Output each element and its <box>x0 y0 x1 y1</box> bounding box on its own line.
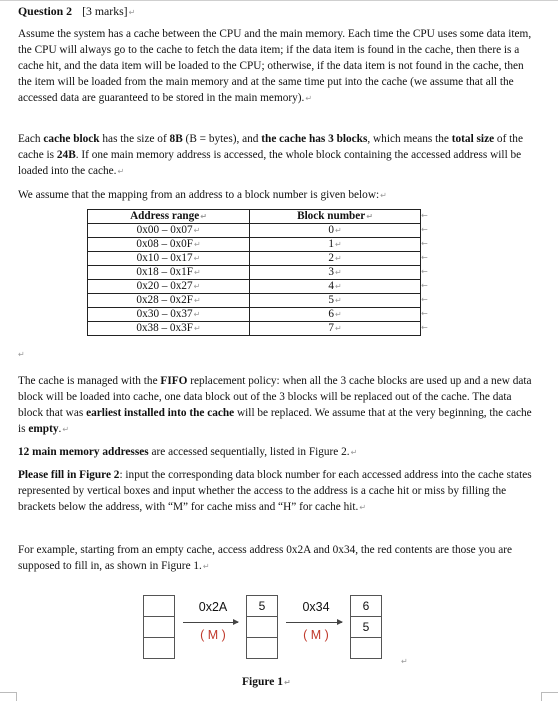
text-run: . If one main memory address is accessed, the whole block containing the accessed address will be loaded into the cache. <box>18 149 522 177</box>
paragraph-mark-icon: ↵ <box>401 657 408 666</box>
cache-slot: 5 <box>351 617 381 638</box>
empty-paragraph-mark-icon: ↵ <box>18 350 25 359</box>
bold-run: 8B <box>169 133 183 145</box>
text-run: . <box>58 423 62 435</box>
row-end-mark-icon: ← <box>421 253 428 262</box>
paragraph-mark-icon: ↵ <box>359 503 367 512</box>
row-end-mark-icon: ← <box>421 239 428 248</box>
row-end-mark-icon: ← <box>421 225 428 234</box>
address-range-cell: 0x10 – 0x17↵ <box>88 252 250 266</box>
paragraph-mark-icon: ↵ <box>350 448 358 457</box>
paragraph-mark-icon: ↵ <box>380 191 387 200</box>
paragraph-text: Assume the system has a cache between the CPU and the main memory. Each time the CPU uses some data item, the CPU will always go to the cache to fetch the data item; if the data item is found in the cache, then there is a cache hit, and the data item will be loaded to the CPU; otherwise, if the data item is not found in the cache, then the item will be loaded from the main memory and at the same time put into the cache (we assume that all the accessed data are guaranteed to be stored in the main memory). <box>18 28 532 104</box>
table-row <box>88 266 421 280</box>
address-range-cell: 0x20 – 0x27↵ <box>88 280 250 294</box>
table-row <box>88 294 421 308</box>
table-row <box>88 322 421 336</box>
arrow-right-icon <box>286 622 342 623</box>
cache-state-after-access-2 <box>350 595 382 659</box>
bold-run: total size <box>451 133 495 145</box>
row-end-mark-icon: ← <box>421 323 428 332</box>
text-run: has the size of <box>99 133 170 145</box>
address-range-cell: 0x38 – 0x3F↵ <box>88 322 250 336</box>
paragraph-cache-intro <box>18 26 533 107</box>
table-row <box>88 238 421 252</box>
text-run: of the cache is <box>18 133 523 161</box>
address-mapping-table <box>87 209 421 336</box>
cache-slot <box>144 617 174 638</box>
paragraph-mark-icon: ↵ <box>284 678 291 687</box>
bold-run: 24B <box>56 149 76 161</box>
row-end-mark-icon: ← <box>421 281 428 290</box>
access-result-2: ( M ) <box>303 628 329 642</box>
block-number-cell: 5↵ <box>250 294 421 308</box>
table-row <box>88 308 421 322</box>
access-address-1: 0x2A <box>198 600 228 614</box>
cache-slot <box>247 638 277 658</box>
paragraph-fill-instructions <box>18 467 533 516</box>
question-title: Question 2 <box>18 4 73 18</box>
paragraph-mark-icon: ↵ <box>128 8 136 17</box>
row-end-mark-icon: ← <box>421 211 428 220</box>
cache-slot: 6 <box>351 596 381 617</box>
text-run: replacement policy: when all the 3 cache blocks are used up and a new data block will be loaded into cache, one data block out of the 3 blocks will be replaced out of the cache. The data block that was <box>18 375 532 419</box>
address-range-cell: 0x08 – 0x0F↵ <box>88 238 250 252</box>
access-address-2: 0x34 <box>302 600 330 614</box>
block-number-cell: 4↵ <box>250 280 421 294</box>
bold-run: FIFO <box>160 375 188 387</box>
address-range-cell: 0x00 – 0x07↵ <box>88 224 250 238</box>
paragraph-fifo-policy <box>18 373 533 438</box>
bold-run: earliest installed into the cache <box>86 407 235 419</box>
table-header-row <box>88 210 421 224</box>
address-range-cell: 0x30 – 0x37↵ <box>88 308 250 322</box>
address-range-cell: 0x28 – 0x2F↵ <box>88 294 250 308</box>
table-row <box>88 224 421 238</box>
text-run: The cache is managed with the <box>18 375 161 387</box>
page-top-border <box>0 0 558 1</box>
paragraph-mark-icon: ↵ <box>117 167 125 176</box>
question-marks: [3 marks] <box>82 4 128 18</box>
bold-run: cache block <box>43 133 100 145</box>
table-row <box>88 280 421 294</box>
paragraph-access-count <box>18 444 533 461</box>
row-end-mark-icon: ← <box>421 295 428 304</box>
text-run: : input the corresponding data block number for each accessed address into the cache states represented by vertical boxes and input whether the access to the address is a cache hit or miss by filling the brackets below the address, with “M” for cache miss and “H” for cache hit. <box>18 469 532 513</box>
header-address-range: Address range↵ <box>88 210 250 224</box>
question-heading <box>18 4 135 19</box>
text-run: Each <box>18 133 44 145</box>
table-row <box>88 252 421 266</box>
block-number-cell: 1↵ <box>250 238 421 252</box>
paragraph-cache-size <box>18 131 533 180</box>
table-row-end-marks <box>421 209 429 335</box>
cache-slot: 5 <box>247 596 277 617</box>
cache-state-after-access-1 <box>246 595 278 659</box>
block-number-cell: 2↵ <box>250 252 421 266</box>
cache-slot <box>144 596 174 617</box>
text-run: will be replaced. We assume that at the very beginning, the cache is <box>18 407 532 435</box>
cache-slot <box>144 638 174 658</box>
cache-state-empty <box>143 595 175 659</box>
address-range-cell: 0x18 – 0x1F↵ <box>88 266 250 280</box>
paragraph-example <box>18 542 533 575</box>
bold-run: the cache has 3 blocks <box>261 133 368 145</box>
paragraph-text: We assume that the mapping from an address to a block number is given below: <box>18 189 380 201</box>
bold-run: empty <box>28 423 59 435</box>
paragraph-mark-icon: ↵ <box>305 94 313 103</box>
cache-slot <box>247 617 277 638</box>
block-number-cell: 6↵ <box>250 308 421 322</box>
bold-run: 12 main memory addresses <box>18 446 149 458</box>
row-end-mark-icon: ← <box>421 267 428 276</box>
cache-slot <box>351 638 381 658</box>
paragraph-mark-icon: ↵ <box>202 562 210 571</box>
access-result-1: ( M ) <box>200 628 226 642</box>
paragraph-text: For example, starting from an empty cache, access address 0x2A and 0x34, the red contents are those you are supposed to fill in, as shown in Figure 1. <box>18 544 513 572</box>
text-run: (B = bytes), and <box>182 133 262 145</box>
block-number-cell: 3↵ <box>250 266 421 280</box>
text-run: , which means the <box>367 133 452 145</box>
block-number-cell: 7↵ <box>250 322 421 336</box>
figure-caption <box>242 676 291 688</box>
block-number-cell: 0↵ <box>250 224 421 238</box>
caption-text: Figure 1 <box>242 676 283 688</box>
bold-run: Please fill in Figure 2 <box>18 469 120 481</box>
paragraph-mark-icon: ↵ <box>62 425 70 434</box>
text-run: are accessed sequentially, listed in Figure 2. <box>148 446 350 458</box>
row-end-mark-icon: ← <box>421 309 428 318</box>
paragraph-mapping-intro <box>18 187 533 204</box>
header-block-number: Block number↵ <box>250 210 421 224</box>
arrow-right-icon <box>183 622 238 623</box>
